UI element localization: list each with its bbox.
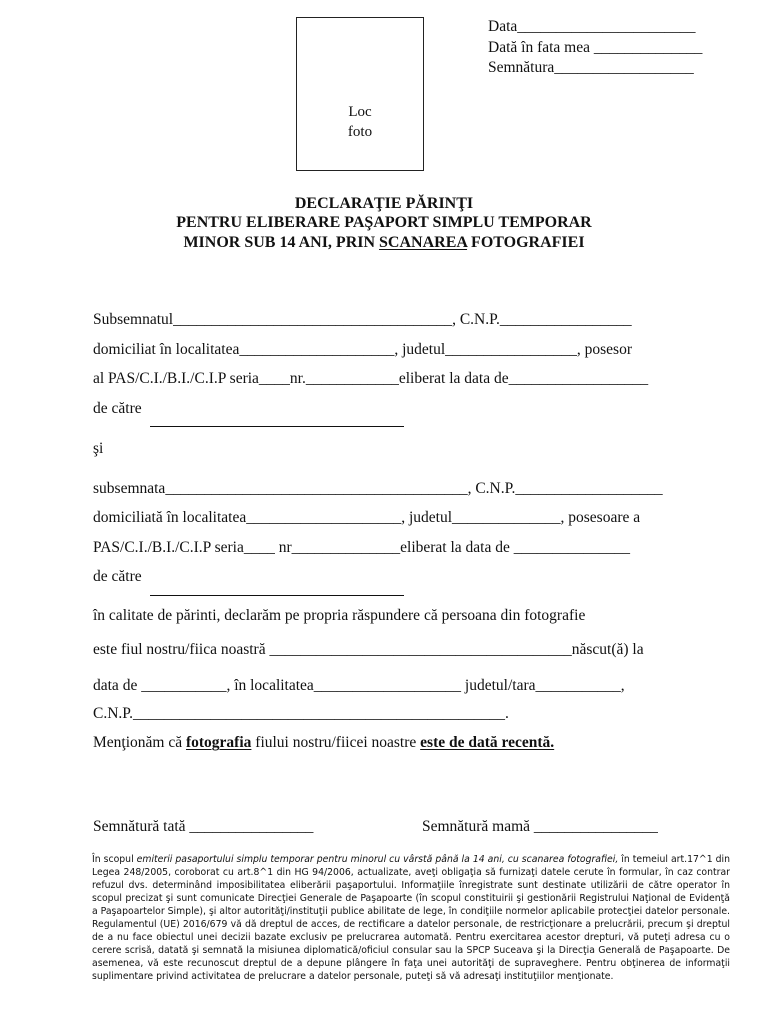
- document-title-line2: PENTRU ELIBERARE PAŞAPORT SIMPLU TEMPORAR: [176, 214, 592, 231]
- mother-signature-field[interactable]: Semnătură mamă ________________: [422, 818, 658, 835]
- photo-recent-pre: Menţionăm că: [93, 734, 186, 751]
- notice-body: în temeiul art.17^1 din Legea 248/2005, coroborat cu art.8^1 din HG 94/2006, actualizate, aveţi obligaţia să furnizaţi datele cerute în formular, în caz contrar refuzul dvs. determinând imposibilitatea eliberării paşaportului. Informaţiile înregistrate sunt destinate utilizării de către operator în scopul precizat şi sunt comunicate Direcţiei Generale de Paşapoarte (în scopul constituirii şi gestionării Registrului Naţional de Evidenţă a Paşapoartelor Simple), şi altor autorităţi/instituţii publice abilitate de lege, în condiţiile normelor aplicabile protecţiei datelor personale. Regulamentul (UE) 2016/679 vă dă dreptul de acces, de rectificare a datelor personale, de restricţionare a prelucrării, precum şi dreptul de a nu face obiectul unei decizii bazate exclusiv pe prelucrarea automată. Pentru exercitarea acestor drepturi, vă puteţi adresa cu o cerere scrisă, datată şi semnată la misiunea diplomatică/oficiul consular sau la SPCP Suceava şi la Direcţia Generală de Paşapoarte. De asemenea, vă este recunoscut dreptul de a depune plângere în faţa unei autorităţi de supraveghere. Pentru obţinerea de informaţii suplimentare privind activitatea de prelucrare a datelor personale, puteţi să vă adresaţi instituţiilor menţionate.: [92, 854, 730, 982]
- date-field[interactable]: Data_______________________: [488, 18, 696, 35]
- father-signature-field[interactable]: Semnătură tată ________________: [93, 818, 314, 835]
- photo-recent-bold-recent: este de dată recentă.: [420, 734, 555, 751]
- photo-recent-mid: fiului nostru/fiicei noastre: [251, 734, 421, 751]
- photo-label: [297, 102, 423, 142]
- photo-label-line2: foto: [347, 124, 373, 140]
- signature-field[interactable]: Semnătura__________________: [488, 59, 694, 76]
- photo-label-line1: Loc: [348, 104, 372, 120]
- declaration-photo-recent-line: [93, 733, 554, 753]
- mother-issued-by-label: de către: [93, 568, 142, 585]
- mother-issued-by-blank[interactable]: [150, 595, 404, 596]
- data-protection-notice: [92, 853, 730, 983]
- declaration-child-name-line[interactable]: este fiul nostru/fiica noastră _______________________________________născut(ă) la: [93, 641, 644, 658]
- father-issued-by-blank[interactable]: [150, 426, 404, 427]
- notice-italic: emiterii pasaportului simplu temporar pentru minorul cu vârstă până la 14 ani, cu scanarea fotografiei,: [136, 854, 619, 865]
- mother-name-cnp-line[interactable]: subsemnata_______________________________________, C.N.P.___________________: [93, 480, 663, 497]
- notice-pre: În scopul: [92, 854, 137, 865]
- mother-address-line[interactable]: domiciliată în localitatea____________________, judetul______________, posesoare a: [93, 509, 641, 526]
- father-document-line[interactable]: al PAS/C.I./B.I./C.I.P seria____nr.____________eliberat la data de__________________: [93, 370, 649, 387]
- conjunction-and: şi: [93, 440, 104, 457]
- declaration-birth-line[interactable]: data de ___________, în localitatea___________________ judetul/tara___________,: [93, 677, 625, 694]
- photo-placeholder-box: [296, 17, 424, 171]
- father-issued-by-label: de către: [93, 400, 142, 417]
- photo-recent-bold-photo: fotografia: [185, 734, 252, 751]
- document-title-line3: [0, 233, 768, 252]
- title-line3-pre: MINOR SUB 14 ANI, PRIN: [183, 234, 380, 251]
- declaration-line1: în calitate de părinti, declarăm pe propria răspundere că persoana din fotografie: [93, 607, 586, 624]
- document-title-line1: DECLARAŢIE PĂRINŢI: [294, 195, 474, 212]
- father-address-line[interactable]: domiciliat în localitatea____________________, judetul_________________, posesor: [93, 341, 632, 358]
- mother-document-line[interactable]: PAS/C.I./B.I./C.I.P seria____ nr______________eliberat la data de _______________: [93, 539, 630, 556]
- title-line3-underlined: SCANAREA: [379, 234, 468, 251]
- declaration-child-cnp-line[interactable]: C.N.P.________________________________________________.: [93, 705, 509, 722]
- title-line3-post: FOTOGRAFIEI: [467, 234, 585, 251]
- date-in-presence-field[interactable]: Dată în fata mea ______________: [488, 39, 703, 56]
- father-name-cnp-line[interactable]: Subsemnatul____________________________________, C.N.P._________________: [93, 311, 632, 328]
